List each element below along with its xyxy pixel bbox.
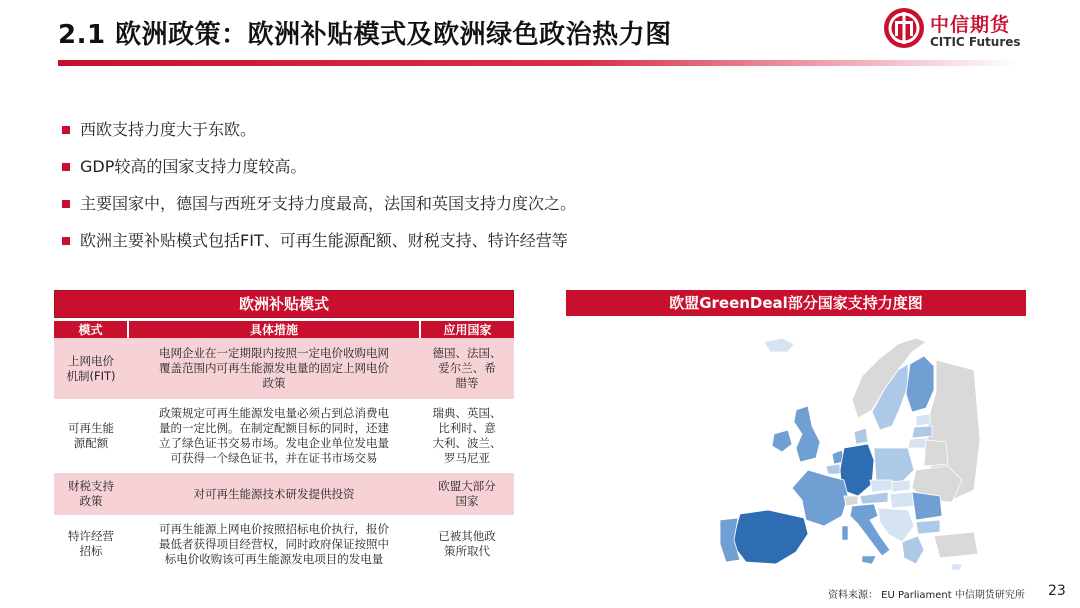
country-austria bbox=[860, 492, 888, 504]
country-finland bbox=[906, 356, 934, 412]
bullet-item: 欧洲主要补贴模式包括FIT、可再生能源配额、财税支持、特许经营等 bbox=[62, 229, 576, 266]
country-bulgaria bbox=[916, 520, 940, 534]
country-sardinia bbox=[842, 526, 848, 540]
bullet-square-icon bbox=[62, 126, 70, 134]
country-uk bbox=[794, 406, 820, 462]
bullet-item: GDP较高的国家支持力度较高。 bbox=[62, 155, 576, 192]
country-spain bbox=[732, 510, 808, 564]
table-row bbox=[54, 472, 514, 516]
country-belarus bbox=[924, 440, 948, 466]
bullet-item: 西欧支持力度大于东欧。 bbox=[62, 118, 576, 155]
cell-measure: 对可再生能源技术研发提供投资 bbox=[128, 472, 420, 516]
table-row bbox=[54, 338, 514, 400]
logo-chinese-name: 中信期货 bbox=[930, 14, 1011, 36]
cell-countries: 瑞典、英国、 比利时、意 大利、波兰、 罗马尼亚 bbox=[420, 400, 514, 472]
map-title: 欧盟GreenDeal部分国家支持力度图 bbox=[566, 290, 1026, 316]
bullet-square-icon bbox=[62, 163, 70, 171]
country-latvia bbox=[912, 426, 932, 438]
column-header-countries: 应用国家 bbox=[420, 321, 514, 338]
country-iceland bbox=[764, 338, 794, 352]
country-cyprus bbox=[952, 564, 962, 570]
subsidy-table-title: 欧洲补贴模式 bbox=[54, 290, 514, 318]
bullet-list bbox=[62, 118, 576, 266]
country-hungary bbox=[890, 492, 914, 508]
country-denmark bbox=[854, 428, 868, 444]
country-turkey bbox=[934, 532, 978, 558]
country-lithuania bbox=[908, 438, 928, 448]
bullet-square-icon bbox=[62, 200, 70, 208]
company-logo bbox=[884, 8, 1044, 54]
citic-logo-icon bbox=[884, 8, 924, 48]
subsidy-table bbox=[54, 321, 514, 573]
cell-mode: 特许经营 招标 bbox=[54, 516, 128, 572]
country-sicily bbox=[862, 556, 876, 564]
cell-mode: 财税支持 政策 bbox=[54, 472, 128, 516]
country-romania bbox=[912, 492, 942, 520]
page-title: 2.1 欧洲政策：欧洲补贴模式及欧洲绿色政治热力图 bbox=[58, 20, 672, 50]
source-note: 资料来源： EU Parliament 中信期货研究所 bbox=[828, 590, 1025, 601]
cell-mode: 可再生能 源配额 bbox=[54, 400, 128, 472]
subsidy-table-panel bbox=[54, 290, 514, 573]
europe-heatmap bbox=[712, 330, 982, 576]
country-balkans bbox=[878, 508, 914, 542]
cell-measure: 电网企业在一定期限内按照一定电价收购电网 覆盖范围内可再生能源发电量的固定上网电价 政策 bbox=[128, 338, 420, 400]
country-switzerland bbox=[844, 496, 858, 506]
country-belgium bbox=[826, 464, 840, 474]
column-header-mode: 模式 bbox=[54, 321, 128, 338]
table-row bbox=[54, 516, 514, 572]
cell-measure: 政策规定可再生能源发电量必须占到总消费电 量的一定比例。在制定配额目标的同时，还建 立了绿色证书交易市场。发电企业单位发电量 可获得一个绿色证书，并在证书市场交易 bbox=[128, 400, 420, 472]
column-header-measure: 具体措施 bbox=[128, 321, 420, 338]
title-underline bbox=[58, 60, 1018, 66]
country-greece bbox=[902, 536, 924, 564]
page-number: 23 bbox=[1048, 583, 1066, 599]
cell-countries: 欧盟大部分 国家 bbox=[420, 472, 514, 516]
cell-measure: 可再生能源上网电价按照招标电价执行，报价 最低者获得项目经营权，同时政府保证按照中 标电价收购该可再生能源发电项目的发电量 bbox=[128, 516, 420, 572]
country-slovakia bbox=[892, 480, 910, 492]
logo-english-name: CITIC Futures bbox=[930, 35, 1021, 49]
bullet-square-icon bbox=[62, 237, 70, 245]
bullet-item: 主要国家中，德国与西班牙支持力度最高，法国和英国支持力度次之。 bbox=[62, 192, 576, 229]
cell-countries: 已被其他政 策所取代 bbox=[420, 516, 514, 572]
europe-map-graphic bbox=[712, 330, 982, 576]
country-ireland bbox=[772, 430, 792, 452]
country-estonia bbox=[916, 414, 930, 426]
table-row bbox=[54, 400, 514, 472]
country-poland bbox=[874, 448, 914, 482]
country-czechia bbox=[870, 480, 892, 492]
cell-countries: 德国、法国、 爱尔兰、希 腊等 bbox=[420, 338, 514, 400]
cell-mode: 上网电价 机制(FIT) bbox=[54, 338, 128, 400]
